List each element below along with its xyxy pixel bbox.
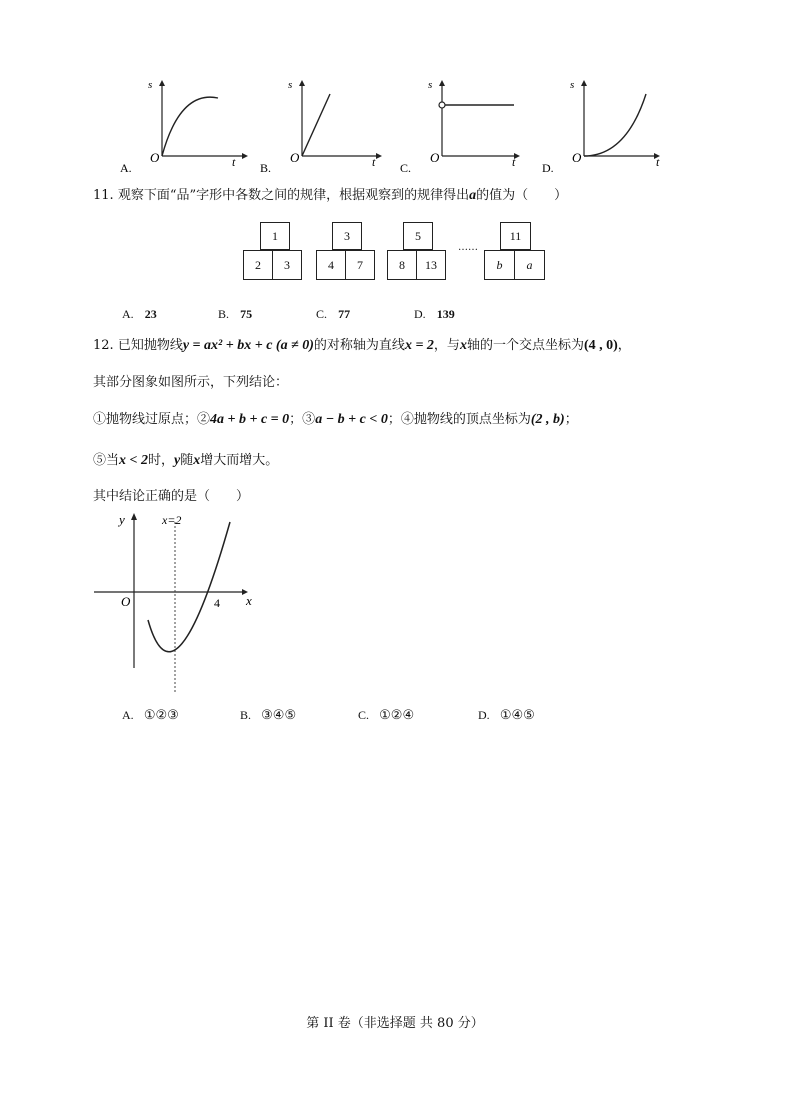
question-number: 12. bbox=[93, 338, 114, 353]
option-label: A. bbox=[122, 307, 134, 321]
option-b[interactable] bbox=[218, 303, 252, 322]
q12-line1 bbox=[93, 338, 631, 354]
option-label: D. bbox=[542, 161, 554, 175]
var-x: x bbox=[193, 453, 201, 468]
section-title: 第 II 卷（非选择题 共 80 分） bbox=[306, 1016, 484, 1031]
pin-left: 8 bbox=[387, 250, 417, 280]
option-a[interactable] bbox=[122, 707, 179, 724]
axis-t-label: t bbox=[656, 155, 660, 169]
curve-d bbox=[584, 94, 646, 156]
option-a[interactable] bbox=[122, 303, 157, 322]
curve-a bbox=[162, 97, 218, 156]
q12-text: 时， bbox=[148, 453, 175, 468]
option-label: D. bbox=[414, 307, 426, 321]
pin-right: 7 bbox=[345, 250, 375, 280]
q11-stem-text: 观察下面“品”字形中各数之间的规律，根据观察到的规律得出 bbox=[117, 188, 470, 203]
origin-label: O bbox=[290, 150, 300, 165]
pin-left: 2 bbox=[243, 250, 273, 280]
q12-text: ；④抛物线的顶点坐标为 bbox=[387, 412, 531, 427]
q12-text: 的对称轴为直线 bbox=[313, 338, 405, 353]
option-label: C. bbox=[316, 307, 328, 321]
option-b[interactable] bbox=[240, 707, 296, 724]
ellipsis: …… bbox=[458, 242, 478, 253]
q12-line2: 其部分图象如图所示，下列结论： bbox=[93, 375, 289, 390]
parabola-curve bbox=[148, 522, 230, 652]
option-label: A. bbox=[122, 708, 134, 722]
origin-label: O bbox=[572, 150, 582, 165]
q12-text: ①抛物线过原点；② bbox=[93, 412, 211, 427]
option-label: C. bbox=[358, 708, 370, 722]
x-axis-label: x bbox=[246, 593, 252, 608]
graph-c bbox=[398, 76, 533, 176]
axis-t-label: t bbox=[232, 155, 236, 169]
option-label: C. bbox=[400, 161, 412, 175]
pin-left: b bbox=[484, 250, 515, 280]
q12-line3 bbox=[93, 412, 578, 428]
option-c[interactable] bbox=[358, 707, 414, 724]
q12-line5: 其中结论正确的是（ ） bbox=[93, 489, 250, 504]
option-value: 75 bbox=[240, 307, 253, 321]
line-b bbox=[302, 94, 330, 156]
origin-label: O bbox=[121, 594, 131, 609]
open-point bbox=[439, 102, 445, 108]
pin-right: 3 bbox=[272, 250, 302, 280]
intersection-point: (4 , 0) bbox=[583, 338, 618, 353]
pin-top: 1 bbox=[260, 222, 290, 250]
expr-3: a − b + c < 0 bbox=[315, 412, 388, 427]
symmetry-label: x=2 bbox=[162, 513, 182, 527]
pin-top: 11 bbox=[500, 222, 531, 250]
graph-b bbox=[258, 76, 393, 176]
q12-text: 轴的一个交点坐标为 bbox=[466, 338, 584, 353]
origin-label: O bbox=[150, 150, 160, 165]
option-label: B. bbox=[260, 161, 272, 175]
q12-text: 增大而增大。 bbox=[200, 453, 279, 468]
q11-stem bbox=[93, 188, 567, 204]
q12-line4 bbox=[93, 453, 278, 469]
option-value: 77 bbox=[338, 307, 351, 321]
option-value: 23 bbox=[144, 307, 157, 321]
axis-t-label: t bbox=[372, 155, 376, 169]
graph-d bbox=[540, 76, 675, 176]
q11-stem-end: 的值为（ ） bbox=[476, 188, 568, 203]
option-label: D. bbox=[478, 708, 490, 722]
var-a: a bbox=[469, 188, 477, 203]
option-c[interactable] bbox=[316, 303, 350, 322]
var-x: x bbox=[459, 338, 467, 353]
vertex-point: (2 , b) bbox=[530, 412, 565, 427]
var-y: y bbox=[174, 453, 181, 468]
y-axis-label: y bbox=[119, 512, 125, 527]
option-value: 139 bbox=[436, 307, 455, 321]
q12-text: ； bbox=[564, 412, 578, 427]
option-value: ①②③ bbox=[143, 708, 179, 723]
option-label: B. bbox=[240, 708, 252, 722]
question-number: 11. bbox=[93, 188, 114, 203]
option-value: ①②④ bbox=[379, 708, 415, 723]
expr-2: 4a + b + c = 0 bbox=[210, 412, 290, 427]
axis-s-label: s bbox=[288, 79, 293, 91]
axis-equation: x = 2 bbox=[404, 338, 434, 353]
q12-text: 随 bbox=[180, 453, 194, 468]
option-d[interactable] bbox=[478, 707, 535, 724]
axis-s-label: s bbox=[570, 79, 575, 91]
condition: x < 2 bbox=[119, 453, 148, 468]
origin-label: O bbox=[430, 150, 440, 165]
option-label: A. bbox=[120, 161, 132, 175]
parabola-graph bbox=[90, 508, 270, 698]
graph-a bbox=[118, 76, 253, 176]
axis-s-label: s bbox=[428, 79, 433, 91]
parabola-formula: y = ax² + bx + c (a ≠ 0) bbox=[182, 338, 314, 353]
axis-t-label: t bbox=[512, 155, 516, 169]
q12-text: ，与 bbox=[433, 338, 460, 353]
option-value: ③④⑤ bbox=[261, 708, 297, 723]
option-value: ①④⑤ bbox=[499, 708, 535, 723]
option-label: B. bbox=[218, 307, 230, 321]
axis-s-label: s bbox=[148, 79, 153, 91]
option-d[interactable] bbox=[414, 303, 455, 322]
pin-top: 5 bbox=[403, 222, 433, 250]
pin-right: 13 bbox=[416, 250, 446, 280]
q12-text: ；③ bbox=[289, 412, 316, 427]
tick-4: 4 bbox=[214, 596, 220, 610]
q12-text: 已知抛物线 bbox=[117, 338, 183, 353]
pin-left: 4 bbox=[316, 250, 346, 280]
pin-right: a bbox=[514, 250, 545, 280]
pin-top: 3 bbox=[332, 222, 362, 250]
q12-text: ， bbox=[617, 338, 631, 353]
q12-text: ⑤当 bbox=[93, 453, 120, 468]
